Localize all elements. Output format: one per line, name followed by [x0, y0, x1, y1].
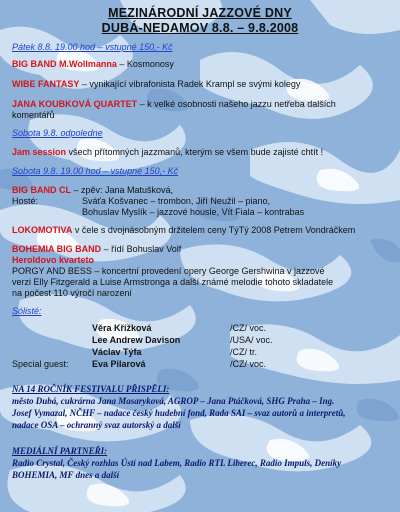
date-saturday-afternoon: Sobota 9.8. odpoledne: [12, 128, 103, 138]
soloist-name: Lee Andrew Davison: [92, 335, 181, 345]
guests-line: Bohuslav Myslík – jazzové housle, Vít Fiala – kontrabas: [82, 207, 305, 217]
event-desc: – řídí Bohuslav Volf: [101, 244, 182, 254]
guests-line: Sváťa Košvanec – trombon, Jiří Neužil – piano,: [82, 196, 270, 206]
event-name: WIBE FANTASY: [12, 79, 80, 89]
soloist-origin: /CZ/ voc.: [230, 359, 267, 369]
guests-label: Hosté:: [12, 196, 39, 206]
event-desc: – Kosmonosy: [116, 59, 174, 69]
sponsors-line: Josef Vymazal, NČHF – nadace český hudební fond, Rada SAI – svaz autorů a interpretů,: [12, 408, 346, 418]
event-line: [12, 244, 181, 255]
date-saturday-evening: Sobota 9.8. 19.00 hod – vstupné 150,- Kč: [12, 166, 179, 176]
event-line: [12, 225, 355, 236]
soloist-origin: /CZ/ tr.: [230, 347, 257, 357]
date-friday: Pátek 8.8. 19.00 hod – vstupné 150,- Kč: [12, 42, 173, 52]
event-line: [12, 79, 300, 90]
media-partners-line: BOHEMIA, MF dnes a další: [12, 470, 120, 480]
event-name: BIG BAND M.Wollmanna: [12, 59, 117, 69]
porgy-line: verzi Elly Fitzgerald a Luise Armstronga a další známé melodie tohoto skladatele: [12, 277, 334, 287]
event-desc: – vynikající vibrafonista Radek Krampl se svými kolegy: [79, 79, 301, 89]
porgy-line: PORGY AND BESS – koncertní provedení opery George Gershwina v jazzové: [12, 266, 325, 276]
event-name: BIG BAND CL: [12, 185, 71, 195]
media-partners-heading: MEDIÁLNÍ PARTNEŘI:: [12, 446, 108, 456]
soloist-name: Václav Týfa: [92, 347, 142, 357]
sponsors-line: město Dubá, cukrárna Jana Masaryková, AGROP – Jana Ptáčková, SHG Praha – Ing.: [12, 396, 335, 406]
event-line: [12, 59, 174, 70]
event-line: [12, 147, 323, 158]
special-guest-label: Special guest:: [12, 359, 69, 369]
event-line: [12, 99, 336, 110]
title-line-1: MEZINÁRODNÍ JAZZOVÉ DNY: [108, 6, 292, 20]
event-subname: Heroldovo kvarteto: [12, 255, 95, 265]
event-name: Jam session: [12, 147, 67, 157]
sponsors-line: nadace OSA – ochranný svaz autorský a další: [12, 420, 181, 430]
soloist-origin: /CZ/ voc.: [230, 323, 267, 333]
event-desc: všech přítomných jazzmanů, kterým se všem bude zajisté chtít !: [66, 147, 324, 157]
sponsors-heading: NA 14 ROČNÍK FESTIVALU PŘISPĚLI:: [12, 384, 170, 394]
soloist-name: Eva Pilarová: [92, 359, 146, 369]
event-name: LOKOMOTIVA: [12, 225, 73, 235]
soloist-origin: /USA/ voc.: [230, 335, 273, 345]
title-line-2: DUBÁ-NEDAMOV 8.8. – 9.8.2008: [101, 21, 299, 35]
event-desc: v čele s dvojnásobným držitelem ceny TýTý 2008 Petrem Vondráčkem: [72, 225, 356, 235]
porgy-line: na počest 110 výročí narození: [12, 288, 132, 298]
event-line: [12, 185, 173, 196]
soloists-label: Sólisté:: [12, 306, 42, 316]
media-partners-line: Radio Crystal, Český rozhlas Ústí nad Labem, Radio RTL Liberec, Radio Impuls, Deníky: [12, 458, 342, 468]
event-desc-cont: komentářů: [12, 110, 55, 120]
event-desc: – zpěv: Jana Matušková,: [71, 185, 174, 195]
event-name: JANA KOUBKOVÁ QUARTET: [12, 99, 138, 109]
soloist-name: Věra Křížková: [92, 323, 152, 333]
event-desc: – k velké osobnosti našeho jazzu netřeba dalších: [137, 99, 336, 109]
event-name: BOHEMIA BIG BAND: [12, 244, 102, 254]
